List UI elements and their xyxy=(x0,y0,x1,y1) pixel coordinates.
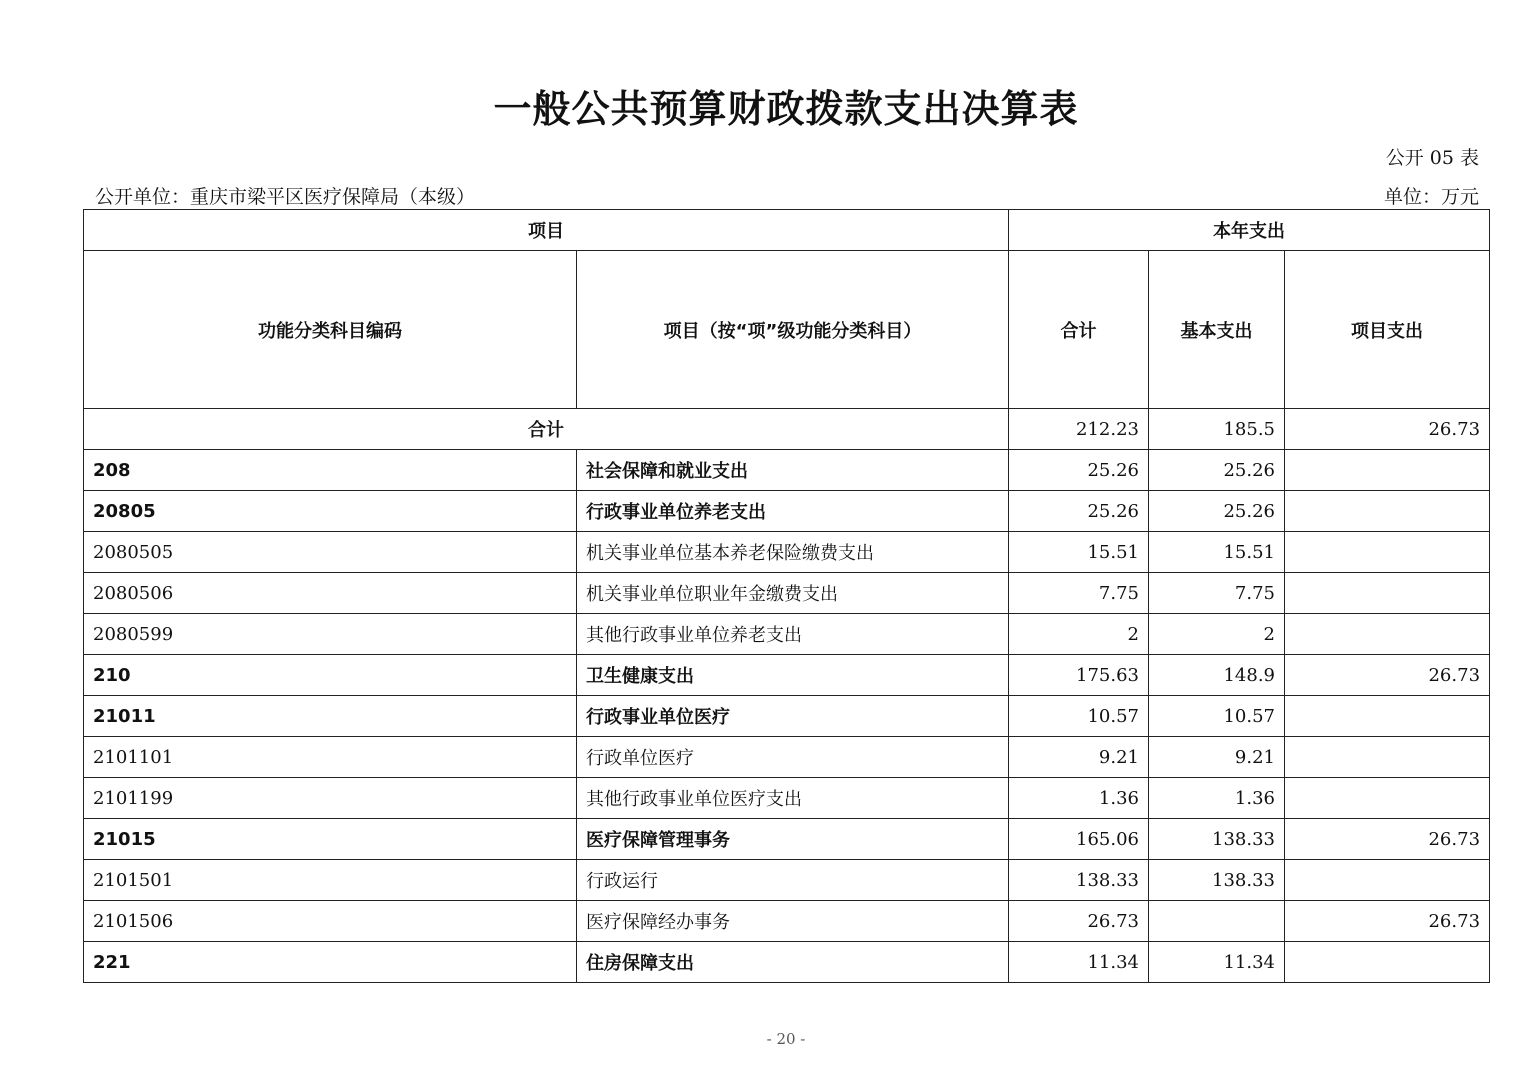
row-name: 住房保障支出 xyxy=(577,942,1009,983)
row-code: 2101199 xyxy=(84,778,577,819)
form-number: 公开 05 表 xyxy=(1385,147,1479,169)
row-code: 2101501 xyxy=(84,860,577,901)
currency-unit: 单位：万元 xyxy=(1383,186,1479,208)
header-row-top xyxy=(84,210,1490,251)
expenditure-table xyxy=(83,209,1490,983)
row-basic: 25.26 xyxy=(1149,450,1285,491)
row-name: 其他行政事业单位养老支出 xyxy=(577,614,1009,655)
row-code: 20805 xyxy=(84,491,577,532)
row-basic: 11.34 xyxy=(1149,942,1285,983)
row-total: 175.63 xyxy=(1009,655,1149,696)
header-basic: 基本支出 xyxy=(1149,251,1285,409)
header-current-year: 本年支出 xyxy=(1009,210,1490,251)
total-sum: 212.23 xyxy=(1009,409,1149,450)
row-project xyxy=(1285,778,1490,819)
row-basic xyxy=(1149,901,1285,942)
row-basic: 138.33 xyxy=(1149,860,1285,901)
table-row xyxy=(84,491,1490,532)
row-project xyxy=(1285,696,1490,737)
page-number: - 20 - xyxy=(766,1030,806,1048)
row-name: 机关事业单位职业年金缴费支出 xyxy=(577,573,1009,614)
row-basic: 1.36 xyxy=(1149,778,1285,819)
header-item: 项目（按“项”级功能分类科目） xyxy=(577,251,1009,409)
table-row xyxy=(84,778,1490,819)
reporting-unit: 公开单位：重庆市梁平区医疗保障局（本级） xyxy=(95,186,476,208)
row-code: 2080506 xyxy=(84,573,577,614)
header-total: 合计 xyxy=(1009,251,1149,409)
row-code: 208 xyxy=(84,450,577,491)
row-code: 210 xyxy=(84,655,577,696)
table-row xyxy=(84,901,1490,942)
row-project xyxy=(1285,614,1490,655)
header-project: 项目 xyxy=(84,210,1009,251)
row-code: 21015 xyxy=(84,819,577,860)
row-project xyxy=(1285,573,1490,614)
row-basic: 2 xyxy=(1149,614,1285,655)
row-code: 2101506 xyxy=(84,901,577,942)
row-basic: 138.33 xyxy=(1149,819,1285,860)
table-row xyxy=(84,860,1490,901)
row-code: 21011 xyxy=(84,696,577,737)
row-project xyxy=(1285,450,1490,491)
total-label: 合计 xyxy=(84,409,1009,450)
table-row xyxy=(84,614,1490,655)
table-row xyxy=(84,450,1490,491)
row-total: 1.36 xyxy=(1009,778,1149,819)
row-basic: 10.57 xyxy=(1149,696,1285,737)
header-code: 功能分类科目编码 xyxy=(84,251,577,409)
row-code: 2080599 xyxy=(84,614,577,655)
row-name: 医疗保障管理事务 xyxy=(577,819,1009,860)
row-project: 26.73 xyxy=(1285,901,1490,942)
row-name: 行政单位医疗 xyxy=(577,737,1009,778)
table-row xyxy=(84,696,1490,737)
row-basic: 7.75 xyxy=(1149,573,1285,614)
row-name: 医疗保障经办事务 xyxy=(577,901,1009,942)
total-project: 26.73 xyxy=(1285,409,1490,450)
row-code: 2080505 xyxy=(84,532,577,573)
row-total: 26.73 xyxy=(1009,901,1149,942)
page-title: 一般公共预算财政拨款支出决算表 xyxy=(493,86,1079,131)
header-project-expense: 项目支出 xyxy=(1285,251,1490,409)
row-total: 15.51 xyxy=(1009,532,1149,573)
table-row xyxy=(84,655,1490,696)
row-total: 165.06 xyxy=(1009,819,1149,860)
total-basic: 185.5 xyxy=(1149,409,1285,450)
table-row xyxy=(84,532,1490,573)
row-total: 11.34 xyxy=(1009,942,1149,983)
row-project xyxy=(1285,860,1490,901)
row-name: 行政运行 xyxy=(577,860,1009,901)
row-code: 221 xyxy=(84,942,577,983)
row-project xyxy=(1285,737,1490,778)
row-total: 25.26 xyxy=(1009,491,1149,532)
total-row xyxy=(84,409,1490,450)
row-basic: 25.26 xyxy=(1149,491,1285,532)
row-name: 行政事业单位医疗 xyxy=(577,696,1009,737)
row-name: 其他行政事业单位医疗支出 xyxy=(577,778,1009,819)
row-total: 2 xyxy=(1009,614,1149,655)
table-row xyxy=(84,819,1490,860)
row-basic: 15.51 xyxy=(1149,532,1285,573)
row-total: 138.33 xyxy=(1009,860,1149,901)
row-total: 10.57 xyxy=(1009,696,1149,737)
row-project: 26.73 xyxy=(1285,655,1490,696)
row-project xyxy=(1285,491,1490,532)
row-name: 机关事业单位基本养老保险缴费支出 xyxy=(577,532,1009,573)
row-name: 行政事业单位养老支出 xyxy=(577,491,1009,532)
table-row xyxy=(84,737,1490,778)
row-project xyxy=(1285,532,1490,573)
row-basic: 148.9 xyxy=(1149,655,1285,696)
row-name: 卫生健康支出 xyxy=(577,655,1009,696)
row-project: 26.73 xyxy=(1285,819,1490,860)
row-code: 2101101 xyxy=(84,737,577,778)
row-total: 7.75 xyxy=(1009,573,1149,614)
row-total: 9.21 xyxy=(1009,737,1149,778)
row-name: 社会保障和就业支出 xyxy=(577,450,1009,491)
row-basic: 9.21 xyxy=(1149,737,1285,778)
table-row xyxy=(84,942,1490,983)
row-total: 25.26 xyxy=(1009,450,1149,491)
header-row-sub xyxy=(84,251,1490,409)
table-row xyxy=(84,573,1490,614)
row-project xyxy=(1285,942,1490,983)
